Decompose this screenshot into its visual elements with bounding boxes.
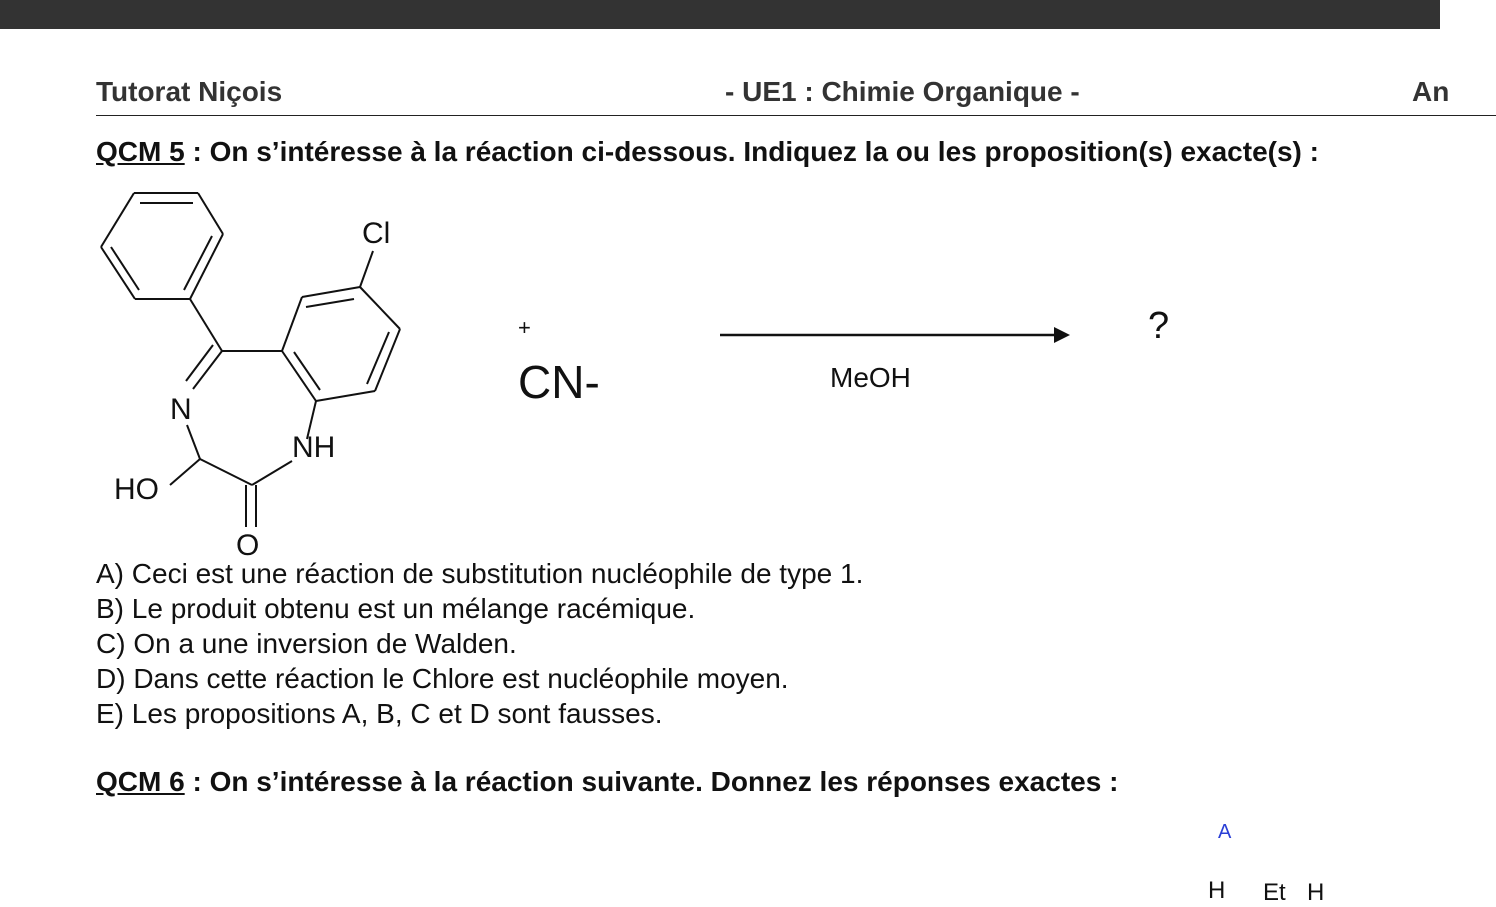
cyanide-reagent: CN- bbox=[518, 356, 600, 408]
qcm6-title bbox=[96, 766, 1118, 798]
qcm6-figure-label-h2: H bbox=[1307, 879, 1325, 906]
qcm5-prompt: : On s’intéresse à la réaction ci-dessous. Indiquez la ou les proposition(s) exacte(s) : bbox=[184, 136, 1319, 167]
hydroxyl-label: HO bbox=[114, 473, 159, 506]
product-unknown: ? bbox=[1148, 305, 1170, 347]
option-a: A) Ceci est une réaction de substitution nucléophile de type 1. bbox=[96, 558, 864, 589]
chlorine-label: Cl bbox=[362, 217, 391, 250]
solvent-label: MeOH bbox=[830, 362, 911, 393]
option-b: B) Le produit obtenu est un mélange racémique. bbox=[96, 593, 696, 624]
nh-label: NH bbox=[292, 431, 336, 464]
qcm6-prompt: : On s’intéresse à la réaction suivante. Donnez les réponses exactes : bbox=[184, 766, 1119, 797]
qcm5-title bbox=[96, 136, 1319, 168]
qcm6-figure-label-et: Et bbox=[1263, 879, 1286, 906]
page-header bbox=[96, 75, 1496, 116]
header-left: Tutorat Niçois bbox=[96, 76, 283, 107]
header-right: An bbox=[1412, 76, 1450, 107]
plus-sign: + bbox=[518, 315, 531, 340]
benzodiazepine-structure bbox=[96, 187, 416, 562]
qcm6-figure-label-h: H bbox=[1208, 877, 1226, 904]
qcm6-figure-label-a: A bbox=[1218, 821, 1232, 843]
qcm5-options bbox=[96, 556, 863, 731]
viewer-top-bar bbox=[0, 0, 1440, 29]
qcm5-number: QCM 5 bbox=[96, 136, 185, 167]
qcm6-number: QCM 6 bbox=[96, 766, 185, 797]
reaction-arrow bbox=[720, 325, 1072, 345]
nitrogen-label: N bbox=[170, 393, 192, 426]
option-d: D) Dans cette réaction le Chlore est nucléophile moyen. bbox=[96, 663, 789, 694]
option-e: E) Les propositions A, B, C et D sont fausses. bbox=[96, 698, 663, 729]
header-center: - UE1 : Chimie Organique - bbox=[725, 76, 1080, 107]
oxygen-label: O bbox=[236, 529, 260, 562]
document-page bbox=[0, 29, 1450, 906]
option-c: C) On a une inversion de Walden. bbox=[96, 628, 517, 659]
